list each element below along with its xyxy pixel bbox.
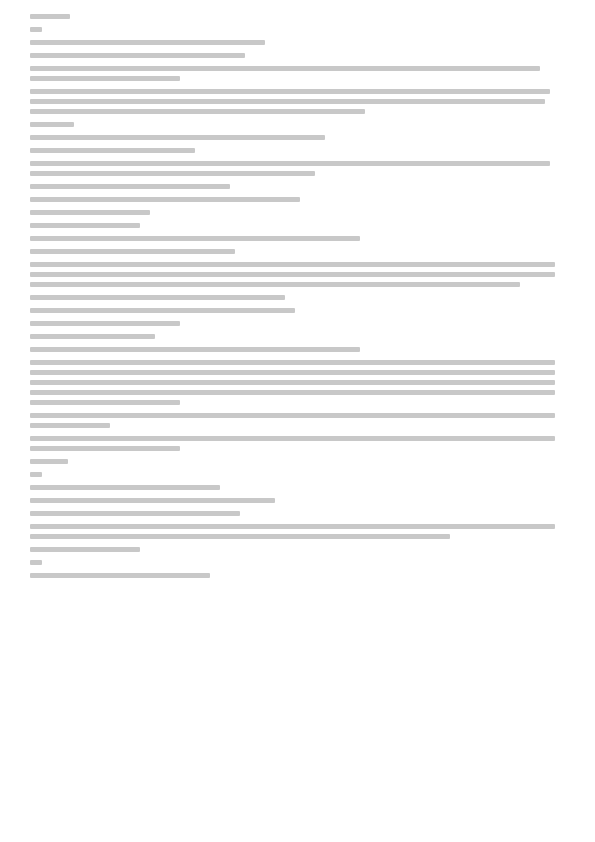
list-item bbox=[30, 295, 560, 300]
formula-4 bbox=[30, 547, 560, 552]
list-item bbox=[30, 236, 560, 241]
paragraph bbox=[30, 135, 560, 140]
list-item bbox=[30, 347, 560, 352]
list-item bbox=[30, 223, 560, 228]
formula-2 bbox=[30, 122, 560, 127]
paragraph bbox=[30, 27, 560, 32]
formula-1 bbox=[30, 14, 560, 19]
paragraph bbox=[30, 436, 560, 451]
list-item bbox=[30, 308, 560, 313]
paragraph bbox=[30, 573, 560, 578]
paragraph bbox=[30, 161, 560, 176]
paragraph bbox=[30, 53, 560, 58]
paragraph bbox=[30, 524, 560, 539]
paragraph bbox=[30, 148, 560, 153]
paragraph bbox=[30, 472, 560, 477]
paragraph bbox=[30, 40, 560, 45]
list-item bbox=[30, 334, 560, 339]
list-item bbox=[30, 197, 560, 202]
section-heading bbox=[30, 249, 560, 254]
list-item bbox=[30, 321, 560, 326]
list-item bbox=[30, 184, 560, 189]
paragraph bbox=[30, 498, 560, 503]
paragraph bbox=[30, 511, 560, 516]
paragraph bbox=[30, 66, 560, 81]
formula-3 bbox=[30, 459, 560, 464]
paragraph bbox=[30, 89, 560, 114]
paragraph bbox=[30, 262, 560, 287]
list-item bbox=[30, 210, 560, 215]
paragraph bbox=[30, 485, 560, 490]
paragraph bbox=[30, 560, 560, 565]
paragraph bbox=[30, 413, 560, 428]
document-page bbox=[30, 14, 560, 586]
paragraph bbox=[30, 360, 560, 405]
